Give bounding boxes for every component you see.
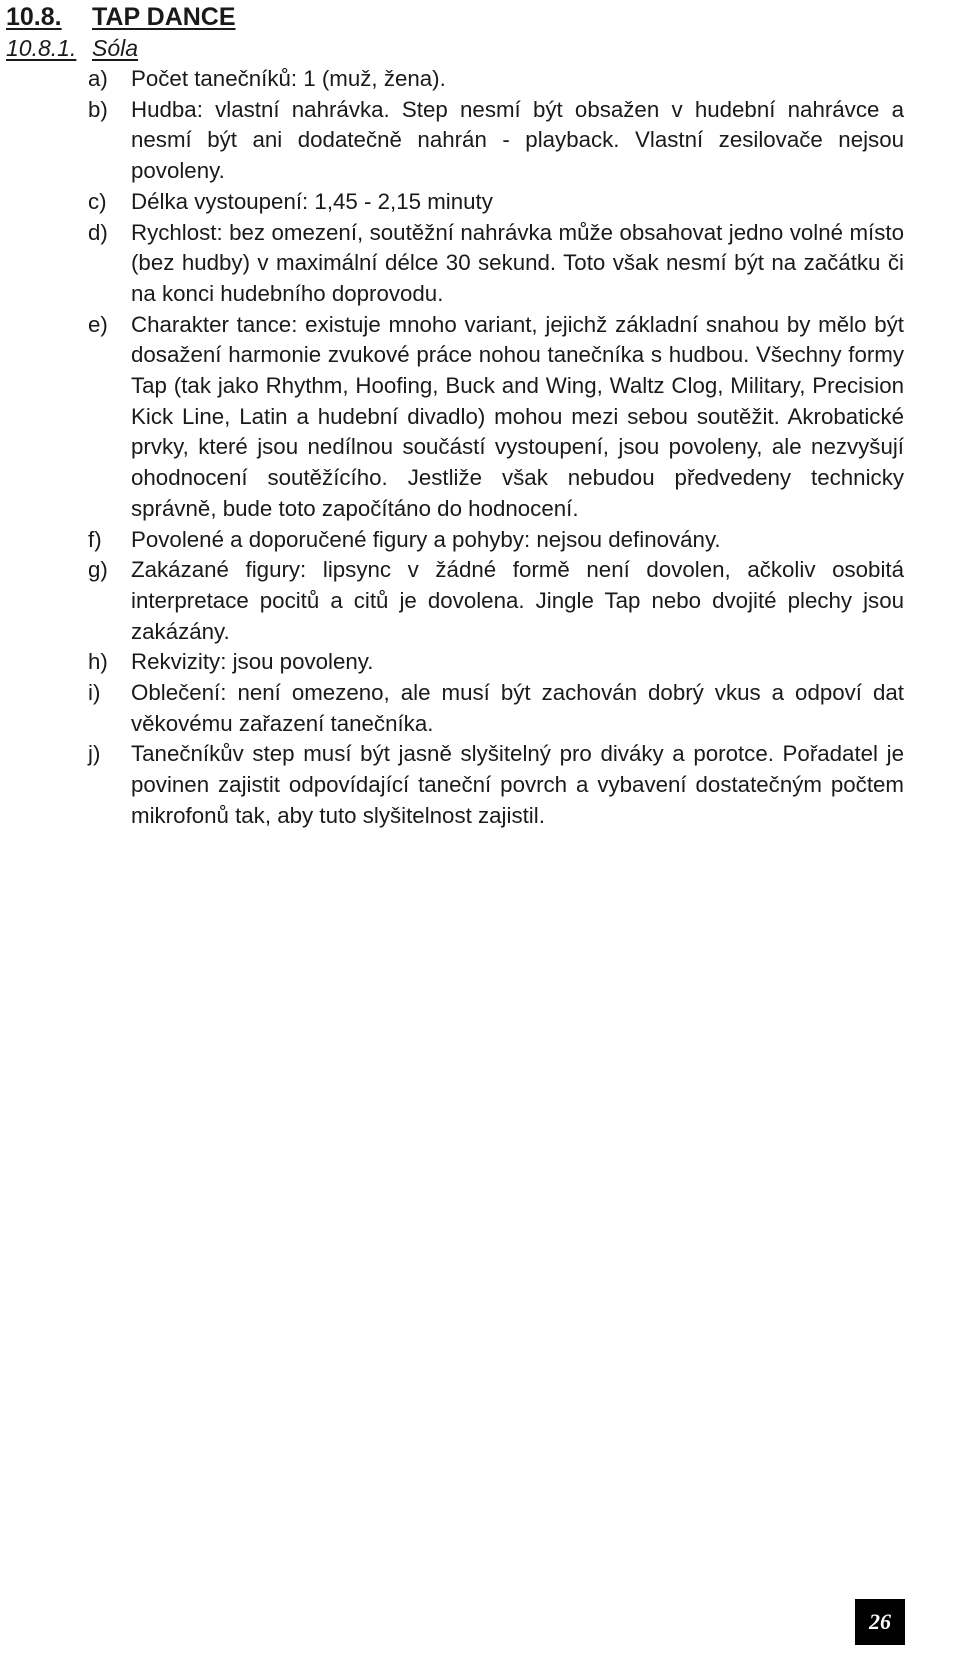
item-text: Tanečníkův step musí být jasně slyšitelný pro diváky a porotce. Pořadatel je povinen zajistit odpovídající taneční povrch a vybavení dostatečným počtem mikrofonů tak, aby tuto slyšitelnost zajistil. <box>131 741 904 828</box>
item-text: Hudba: vlastní nahrávka. Step nesmí být obsažen v hudební nahrávce a nesmí být ani dodatečně nahrán - playback. Vlastní zesilovače nejsou povoleny. <box>131 96 904 184</box>
list-item-i <box>0 678 960 739</box>
item-text: Délka vystoupení: 1,45 - 2,15 minuty <box>131 188 493 214</box>
item-text: Oblečení: není omezeno, ale musí být zachován dobrý vkus a odpoví dat věkovému zařazení tanečníka. <box>131 680 904 736</box>
item-text: Počet tanečníků: 1 (muž, žena). <box>131 66 446 91</box>
list-item-h <box>0 647 960 678</box>
section-title: TAP DANCE <box>92 3 236 31</box>
section-heading <box>6 2 236 32</box>
item-letter: j) <box>88 741 101 767</box>
list-item-b <box>0 95 960 187</box>
subsection-number: 10.8.1. <box>6 35 77 61</box>
item-letter: i) <box>88 680 101 706</box>
item-letter: e) <box>88 311 108 337</box>
item-text: Povolené a doporučené figury a pohyby: nejsou definovány. <box>131 526 721 552</box>
item-letter: b) <box>88 96 108 122</box>
list-item-d <box>0 218 960 310</box>
rules-list <box>0 64 960 832</box>
item-text: Charakter tance: existuje mnoho variant, jejichž základní snahou by mělo být dosažení harmonie zvukové práce nohou tanečníka s hudbou. Všechny formy Tap (tak jako Rhythm, Hoofing, Buck and Wing, Waltz Clog, Military, Precision Kick Line, Latin a hudební divadlo) mohou mezi sebou soutěžit. Akrobatické prvky, které jsou nedílnou součástí vystoupení, jsou povoleny, ale nezvyšují ohodnocení soutěžícího. Jestliže však nebudou předvedeny technicky správně, bude toto započítáno do hodnocení. <box>131 311 904 521</box>
item-letter: f) <box>88 526 102 552</box>
item-letter: d) <box>88 219 108 245</box>
page-number: 26 <box>855 1599 905 1645</box>
list-item-f <box>0 525 960 556</box>
subsection-heading <box>6 33 138 63</box>
subsection-title: Sóla <box>92 35 139 61</box>
list-item-j <box>0 739 960 831</box>
item-letter: c) <box>88 188 107 214</box>
section-number: 10.8. <box>6 3 62 31</box>
list-item-a <box>0 64 960 95</box>
item-letter: a) <box>88 66 108 91</box>
list-item-c <box>0 187 960 218</box>
item-letter: g) <box>88 557 108 583</box>
item-text: Zakázané figury: lipsync v žádné formě není dovolen, ačkoliv osobitá interpretace pocitů a citů je dovolena. Jingle Tap nebo dvojité plechy jsou zakázány. <box>131 557 904 644</box>
item-letter: h) <box>88 649 108 675</box>
item-text: Rychlost: bez omezení, soutěžní nahrávka může obsahovat jedno volné místo (bez hudby) v maximální délce 30 sekund. Toto však nesmí být na začátku či na konci hudebního doprovodu. <box>131 219 904 306</box>
list-item-g <box>0 555 960 647</box>
list-item-e <box>0 310 960 525</box>
item-text: Rekvizity: jsou povoleny. <box>131 649 374 675</box>
